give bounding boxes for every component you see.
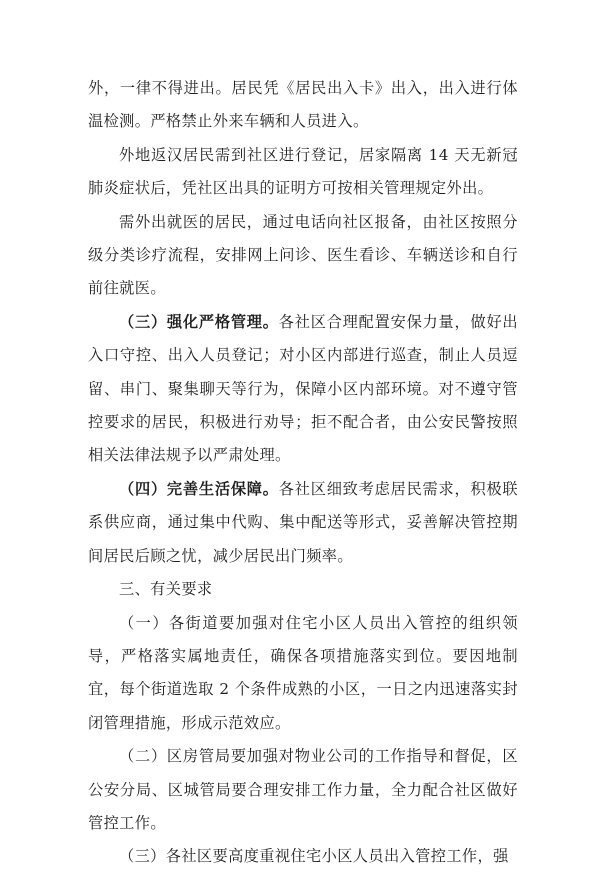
paragraph-lead-heading: （四）完善生活保障。 — [119, 479, 279, 498]
paragraph-returning-residents — [88, 139, 518, 206]
paragraph-requirement-2 — [88, 740, 518, 840]
paragraph-requirement-1 — [88, 607, 518, 741]
paragraph-text: 各社区合理配置安保力量，做好出入口守控、出入人员登记；对小区内部进行巡查，制止人员逗留、串门、聚集聊天等行为，保障小区内部环境。对不遵守管控要求的居民，积极进行劝导；拒不配合者，由公安民警按照相关法律法规予以严肃处理。 — [88, 312, 519, 465]
paragraph-text: （一）各街道要加强对住宅小区人员出入管控的组织领导，严格落实属地责任，确保各项措施落实到位。要因地制宜，每个街道选取 2 个条件成熟的小区，一日之内迅速落实封闭管理措施，形成示范效应。 — [88, 613, 518, 732]
paragraph-strict-management — [88, 306, 518, 473]
paragraph-requirement-3 — [88, 840, 518, 873]
paragraph-living-support — [88, 473, 518, 573]
section-heading-requirements — [88, 573, 518, 606]
section-heading-text: 三、有关要求 — [119, 580, 213, 599]
paragraph-lead-heading: （三）强化严格管理。 — [119, 312, 279, 331]
paragraph-text: 各社区细致考虑居民需求，积极联系供应商，通过集中代购、集中配送等形式，妥善解决管控期间居民后顾之忧，减少居民出门频率。 — [88, 479, 519, 565]
paragraph-text: 外地返汉居民需到社区进行登记，居家隔离 14 天无新冠肺炎症状后，凭社区出具的证明方可按相关管理规定外出。 — [88, 145, 518, 198]
paragraph-text: （二）区房管局要加强对物业公司的工作指导和督促，区公安分局、区城管局要合理安排工作力量，全力配合社区做好管控工作。 — [88, 747, 518, 832]
paragraph-entry-rules — [88, 72, 518, 139]
paragraph-text: 需外出就医的居民，通过电话向社区报备，由社区按照分级分类诊疗流程，安排网上问诊、医生看诊、车辆送诊和自行前往就医。 — [88, 212, 518, 298]
document-body — [88, 72, 518, 874]
paragraph-text: 外，一律不得进出。居民凭《居民出入卡》出入，出入进行体温检测。严格禁止外来车辆和人员进入。 — [88, 79, 518, 131]
paragraph-text: （三）各社区要高度重视住宅小区人员出入管控工作，强 — [119, 847, 509, 866]
paragraph-medical-visits — [88, 206, 518, 306]
